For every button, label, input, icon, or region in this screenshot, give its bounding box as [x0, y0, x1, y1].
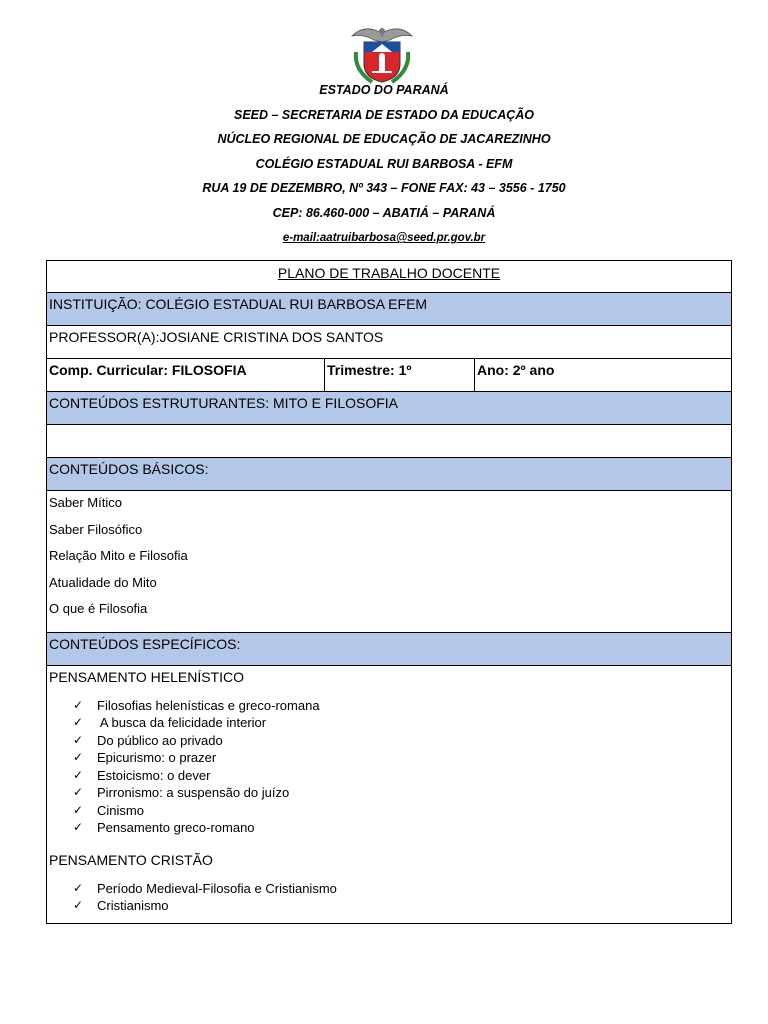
- header-email-link[interactable]: e-mail:aatruibarbosa@seed.pr.gov.br: [282, 232, 486, 244]
- plan-title: PLANO DE TRABALHO DOCENTE: [277, 265, 501, 281]
- checkmark-icon: ✓: [73, 767, 84, 782]
- year-cell: [475, 359, 732, 392]
- list-item-text: Período Medieval-Filosofia e Cristianismo: [97, 880, 337, 896]
- specific-contents-heading-cell: [47, 632, 732, 665]
- checkmark-icon: ✓: [73, 802, 84, 817]
- christian-list: [49, 880, 729, 915]
- list-item: [73, 880, 729, 898]
- header-regional-center: NÚCLEO REGIONAL DE EDUCAÇÃO DE JACAREZINHO: [217, 132, 551, 146]
- checkmark-icon: ✓: [73, 880, 84, 895]
- institution-cell: [47, 293, 732, 326]
- list-item-text: Filosofias helenísticas e greco-romana: [97, 697, 320, 713]
- structuring-contents-label: CONTEÚDOS ESTRUTURANTES: MITO E FILOSOFIA: [49, 395, 398, 411]
- teacher-label: PROFESSOR(A):JOSIANE CRISTINA DOS SANTOS: [49, 329, 384, 345]
- parana-coat-of-arms: [344, 22, 420, 86]
- header-school: COLÉGIO ESTADUAL RUI BARBOSA - EFM: [255, 156, 513, 171]
- hellenistic-group-title: PENSAMENTO HELENÍSTICO: [49, 668, 245, 685]
- list-item-text: Cinismo: [97, 802, 144, 818]
- term-cell: [325, 359, 475, 392]
- list-item: Atualidade do Mito: [49, 574, 157, 590]
- list-item-text: Cristianismo: [97, 898, 169, 913]
- list-item: [73, 819, 729, 837]
- checkmark-icon: ✓: [73, 750, 84, 764]
- list-item-text: Pirronismo: a suspensão do juízo: [97, 785, 290, 800]
- list-item: Saber Mítico: [49, 495, 122, 510]
- checkmark-icon: ✓: [73, 820, 84, 834]
- list-item-text: Epicurismo: o prazer: [97, 750, 217, 765]
- work-plan-table: [46, 260, 732, 924]
- list-item: Relação Mito e Filosofia: [49, 548, 188, 563]
- document-header: [0, 82, 768, 254]
- plan-title-cell: [47, 261, 732, 293]
- header-secretariat: SEED – SECRETARIA DE ESTADO DA EDUCAÇÃO: [233, 107, 535, 122]
- list-item: Saber Filosófico: [49, 521, 143, 537]
- list-item: [73, 749, 729, 767]
- empty-row: [47, 425, 732, 458]
- basic-contents-heading: CONTEÚDOS BÁSICOS:: [49, 461, 209, 477]
- list-item-text: Do público ao privado: [97, 732, 223, 748]
- list-item: [73, 714, 729, 732]
- specific-contents-heading: CONTEÚDOS ESPECÍFICOS:: [49, 635, 241, 652]
- list-item-text: Estoicismo: o dever: [97, 767, 211, 783]
- component-label: Comp. Curricular: FILOSOFIA: [49, 362, 247, 378]
- header-address: RUA 19 DE DEZEMBRO, Nº 343 – FONE FAX: 43 – 3556 - 1750: [202, 181, 566, 195]
- list-item: [73, 897, 729, 915]
- header-state: ESTADO DO PARANÁ: [319, 83, 449, 97]
- list-item: O que é Filosofia: [49, 601, 148, 616]
- term-label: Trimestre: 1º: [327, 362, 412, 378]
- checkmark-icon: ✓: [73, 697, 84, 712]
- specific-contents-cell: [47, 665, 732, 923]
- checkmark-icon: ✓: [73, 715, 84, 729]
- list-item: [73, 767, 729, 785]
- basic-contents-heading-cell: [47, 458, 732, 491]
- list-item-text: Pensamento greco-romano: [97, 820, 255, 835]
- header-cep: CEP: 86.460-000 – ABATIÁ – PARANÁ: [272, 205, 496, 220]
- institution-label: INSTITUIÇÃO: COLÉGIO ESTADUAL RUI BARBOSA EFEM: [49, 296, 428, 312]
- year-label: Ano: 2º ano: [477, 362, 555, 378]
- checkmark-icon: ✓: [73, 898, 84, 912]
- list-item: [73, 784, 729, 802]
- basic-contents-list-cell: [47, 491, 732, 633]
- christian-group-title: PENSAMENTO CRISTÃO: [49, 851, 213, 868]
- list-item-text: A busca da felicidade interior: [97, 715, 267, 730]
- checkmark-icon: ✓: [73, 785, 84, 799]
- teacher-cell: [47, 326, 732, 359]
- basic-contents-list: [49, 491, 729, 632]
- hellenistic-list: [49, 697, 729, 837]
- component-cell: [47, 359, 325, 392]
- structuring-contents-cell: [47, 392, 732, 425]
- list-item: [73, 697, 729, 715]
- checkmark-icon: ✓: [73, 732, 84, 747]
- list-item: [73, 802, 729, 820]
- list-item: [73, 732, 729, 750]
